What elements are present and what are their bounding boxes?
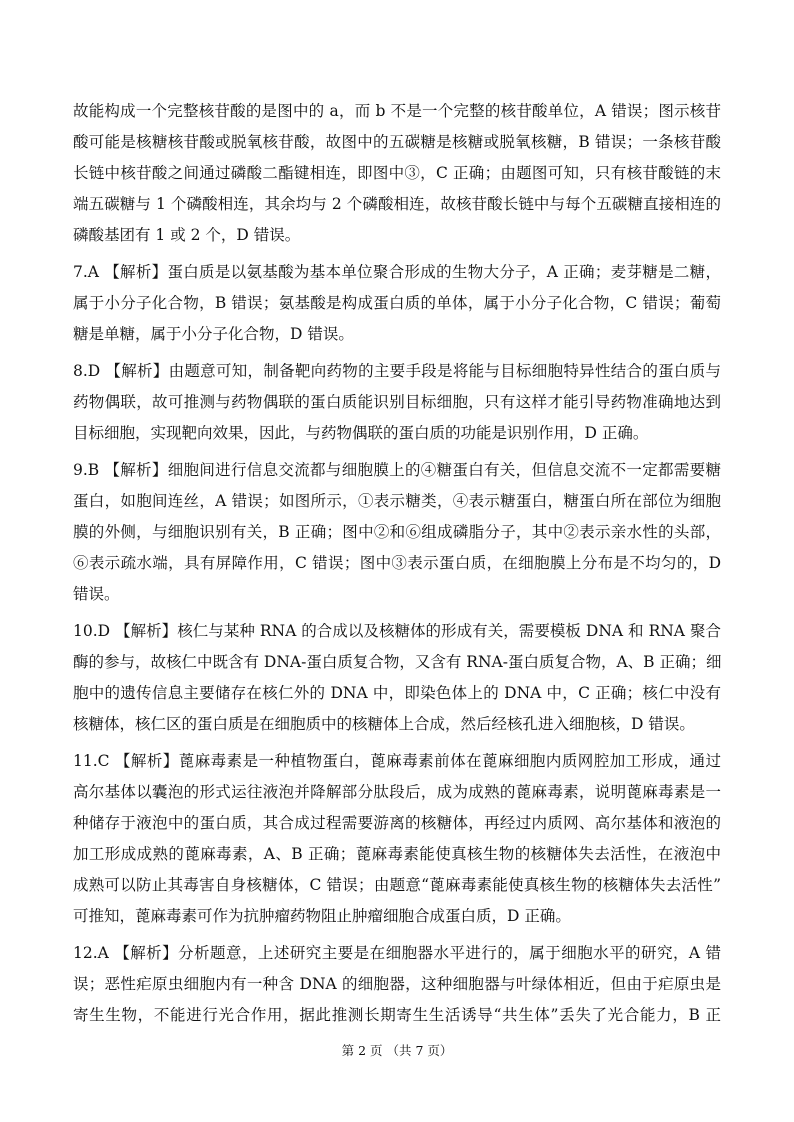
text-line: 12.A 【解析】分析题意，上述研究主要是在细胞器水平进行的，属于细胞水平的研究，A 错	[73, 944, 721, 962]
text-line: 9.B 【解析】细胞间进行信息交流都与细胞膜上的④糖蛋白有关，但信息交流不一定都需要糖	[73, 461, 721, 479]
text-line: 错误。	[73, 585, 120, 603]
text-line: 故能构成一个完整核苷酸的是图中的 a，而 b 不是一个完整的核苷酸单位，A 错误；图示核苷	[73, 102, 721, 120]
text-line: 误；恶性疟原虫细胞内有一种含 DNA 的细胞器，这种细胞器与叶绿体相近，但由于疟原虫是	[73, 975, 721, 993]
text-line: 糖是单糖，属于小分子化合物，D 错误。	[73, 325, 354, 343]
text-line: 端五碳糖与 1 个磷酸相连，其余均与 2 个磷酸相连，故核苷酸长链中与每个五碳糖直接相连的	[73, 195, 721, 213]
answer-7	[73, 257, 721, 350]
text-line: 属于小分子化合物，B 错误；氨基酸是构成蛋白质的单体，属于小分子化合物，C 错误；葡萄	[73, 294, 721, 312]
text-line: 成熟可以防止其毒害自身核糖体，C 错误；由题意“蓖麻毒素能使真核生物的核糖体失去活性”	[73, 876, 721, 894]
paragraph-intro	[73, 96, 721, 251]
answer-11	[73, 746, 721, 932]
text-line: 膜的外侧，与细胞识别有关，B 正确；图中②和⑥组成磷脂分子，其中②表示亲水性的头部，	[73, 523, 721, 541]
document-body	[73, 96, 721, 1031]
text-line: 蛋白，如胞间连丝，A 错误；如图所示，①表示糖类，④表示糖蛋白，糖蛋白所在部位为细胞	[73, 492, 721, 510]
text-line: 酶的参与，故核仁中既含有 DNA-蛋白质复合物，又含有 RNA-蛋白质复合物，A、B 正确；细	[73, 653, 722, 671]
text-line: 目标细胞，实现靶向效果，因此，与药物偶联的蛋白质的功能是识别作用，D 正确。	[73, 424, 649, 442]
text-line: 7.A 【解析】蛋白质是以氨基酸为基本单位聚合形成的生物大分子，A 正确；麦芽糖是二糖，	[73, 263, 721, 281]
text-line: 胞中的遗传信息主要储存在核仁外的 DNA 中，即染色体上的 DNA 中，C 正确；核仁中没有	[73, 684, 721, 702]
text-line: ⑥表示疏水端，具有屏障作用，C 错误；图中③表示蛋白质，在细胞膜上分布是不均匀的，D	[73, 554, 721, 572]
text-line: 种储存于液泡中的蛋白质，其合成过程需要游离的核糖体，再经过内质网、高尔基体和液泡的	[73, 814, 721, 832]
answer-8	[73, 356, 721, 449]
text-line: 11.C 【解析】蓖麻毒素是一种植物蛋白，蓖麻毒素前体在蓖麻细胞内质网腔加工形成，通过	[73, 752, 721, 770]
text-line: 长链中核苷酸之间通过磷酸二酯键相连，即图中③，C 正确；由题图可知，只有核苷酸链的末	[73, 164, 721, 182]
text-line: 可推知，蓖麻毒素可作为抗肿瘤药物阻止肿瘤细胞合成蛋白质，D 正确。	[73, 907, 571, 925]
text-line: 酸可能是核糖核苷酸或脱氧核苷酸，故图中的五碳糖是核糖或脱氧核糖，B 错误；一条核苷酸	[73, 133, 721, 151]
text-line: 寄生生物，不能进行光合作用，据此推测长期寄生生活诱导“共生体”丢失了光合能力，B 正	[73, 1006, 721, 1024]
text-line: 高尔基体以囊泡的形式运往液泡并降解部分肽段后，成为成熟的蓖麻毒素，说明蓖麻毒素是一	[73, 783, 721, 801]
text-line: 10.D 【解析】核仁与某种 RNA 的合成以及核糖体的形成有关，需要模板 DNA 和 RNA 聚合	[73, 622, 721, 640]
answer-12	[73, 938, 721, 1031]
page-number-footer: 第 2 页 （共 7 页）	[341, 1043, 453, 1058]
text-line: 加工形成成熟的蓖麻毒素，A、B 正确；蓖麻毒素能使真核生物的核糖体失去活性，在液泡中	[73, 845, 721, 863]
text-line: 8.D 【解析】由题意可知，制备靶向药物的主要手段是将能与目标细胞特异性结合的蛋白质与	[73, 362, 721, 380]
text-line: 磷酸基团有 1 或 2 个，D 错误。	[73, 226, 301, 244]
text-line: 核糖体，核仁区的蛋白质是在细胞质中的核糖体上合成，然后经核孔进入细胞核，D 错误。	[73, 715, 695, 733]
text-line: 药物偶联，故可推测与药物偶联的蛋白质能识别目标细胞，只有这样才能引导药物准确地达到	[73, 393, 721, 411]
answer-9	[73, 455, 721, 610]
answer-10	[73, 616, 721, 740]
